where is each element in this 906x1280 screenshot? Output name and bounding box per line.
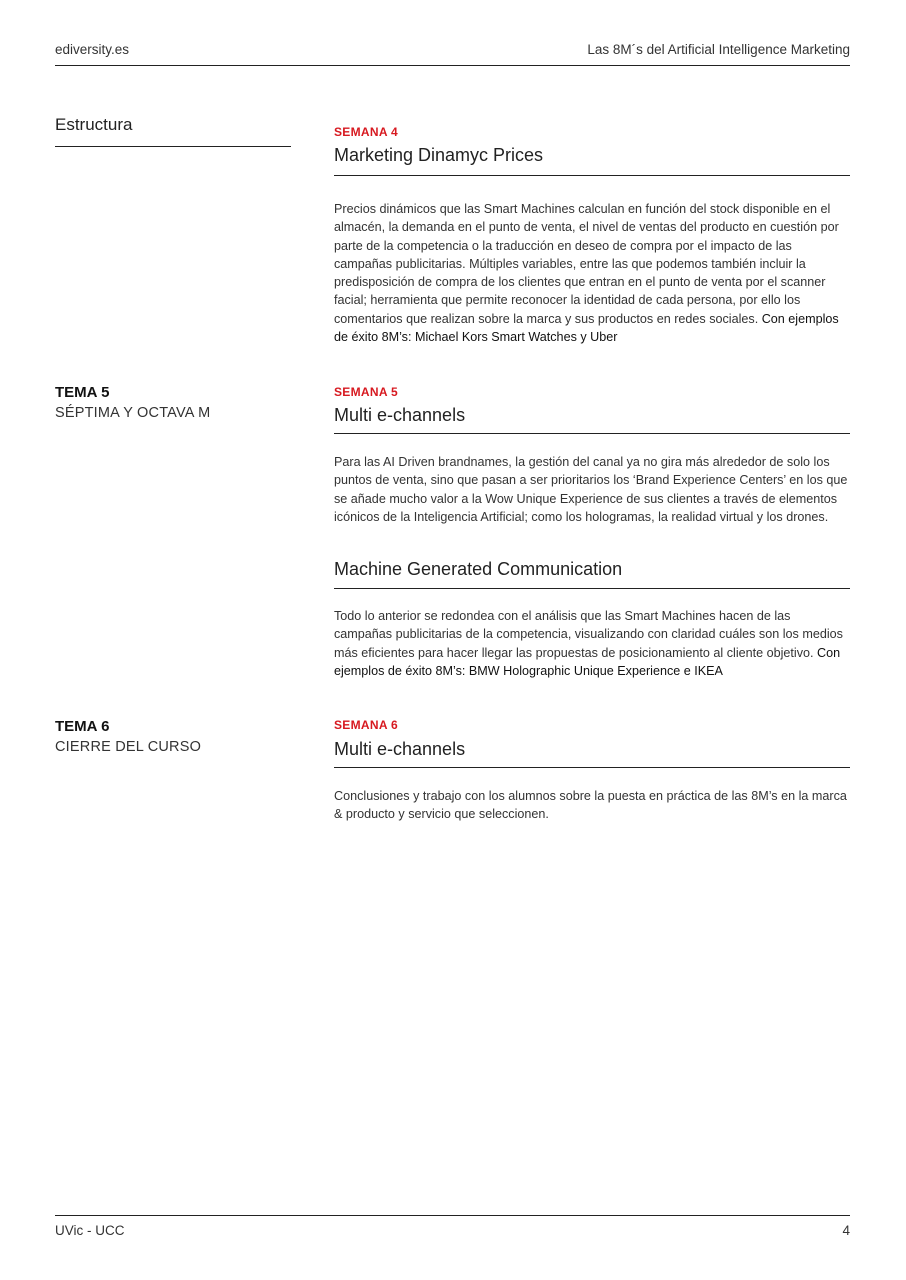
semana-5-subtitle: Machine Generated Communication	[334, 559, 623, 579]
semana-5-title: Multi e-channels	[334, 405, 466, 425]
semana-5-text-2: Todo lo anterior se redondea con el análisis que las Smart Machines hacen de las campañas publicitarias de la competencia, visualizando con claridad cuáles son los medios más eficientes para hacer llegar las propuestas de posicionamiento al cliente objetivo.	[334, 609, 843, 660]
semana-5-paragraph-2	[334, 607, 850, 680]
tema-5-name: SÉPTIMA Y OCTAVA M	[55, 405, 211, 421]
tema-5-number: TEMA 5	[55, 384, 110, 401]
page-number: 4	[842, 1223, 850, 1238]
tema-6-number: TEMA 6	[55, 718, 110, 735]
structure-title: Estructura	[55, 115, 133, 134]
semana-5-rule	[334, 433, 850, 434]
structure-rule	[55, 146, 291, 147]
semana-6-paragraph: Conclusiones y trabajo con los alumnos sobre la puesta en práctica de las 8M’s en la marca & producto y servicio que seleccionen.	[334, 789, 847, 822]
semana-4-text: Precios dinámicos que las Smart Machines calculan en función del stock disponible en el almacén, la demanda en el punto de venta, el nivel de ventas del producto en cuestión por parte de la competencia o la traducción en deseo de compra por el impacto de las campañas publicitarias. Múltiples variables, entre las que podemos también incluir la predisposición de compra de los clientes que entran en el punto de venta por el scanner facial; herramienta que permite reconocer la identidad de cada persona, por ello los comentarios que realizan sobre la marca y sus productos en redes sociales.	[334, 202, 839, 326]
semana-4-title: Marketing Dinamyc Prices	[334, 145, 544, 165]
semana-5-examples: Con ejemplos de éxito 8M’s: BMW Holographic Unique Experience e IKEA	[334, 645, 841, 678]
semana-6-label: SEMANA 6	[334, 718, 398, 732]
document-title: Las 8M´s del Artificial Intelligence Marketing	[587, 42, 850, 57]
semana-4-label: SEMANA 4	[334, 125, 398, 139]
semana-5-paragraph: Para las AI Driven brandnames, la gestión del canal ya no gira más alrededor de solo los puntos de venta, sino que pasan a ser prioritarios los ‘Brand Experience Centers’ en los que se añade mucho valor a la Wow Unique Experience de sus clientes a través de elementos icónicos de la Inteligencia Artificial; como los hologramas, la realidad virtual y los drones.	[334, 455, 848, 524]
semana-5-subtitle-rule	[334, 588, 850, 589]
semana-4-rule	[334, 175, 850, 176]
footer-institution: UVic - UCC	[55, 1223, 125, 1238]
site-name: ediversity.es	[55, 42, 130, 57]
header-rule	[55, 65, 850, 66]
semana-6-title: Multi e-channels	[334, 739, 466, 759]
footer-rule	[55, 1215, 850, 1216]
semana-5-label: SEMANA 5	[334, 385, 398, 399]
semana-6-rule	[334, 767, 850, 768]
tema-6-name: CIERRE DEL CURSO	[55, 739, 202, 755]
semana-4-examples: Con ejemplos de éxito 8M’s: Michael Kors Smart Watches y Uber	[334, 311, 839, 345]
semana-4-paragraph	[334, 200, 850, 346]
